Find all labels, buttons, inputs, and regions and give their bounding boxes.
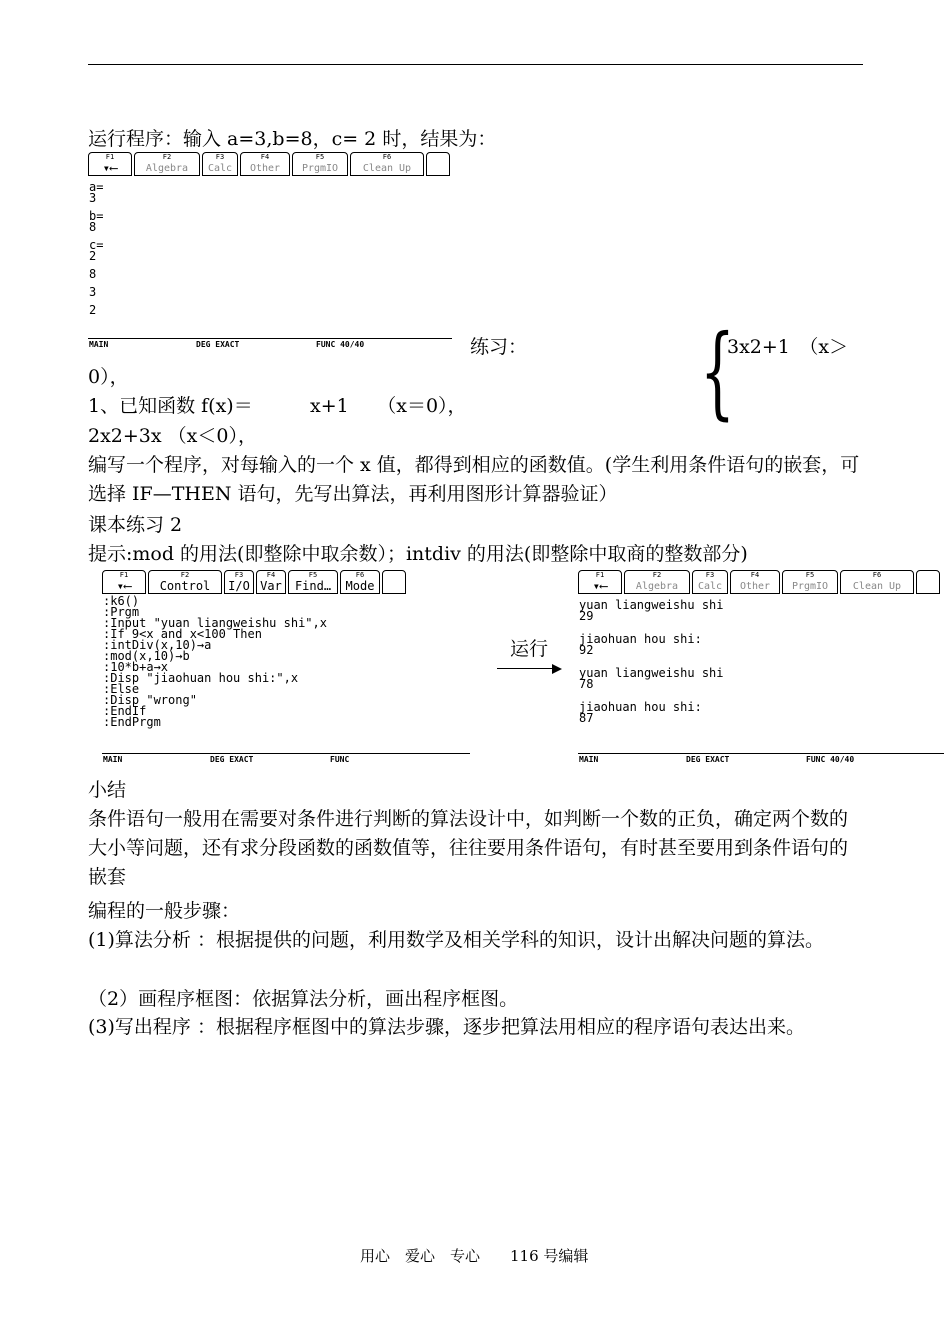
screen-line: :If 9<x and x<100 Then bbox=[103, 627, 262, 641]
step-3: (3)写出程序 ：根据程序框图中的算法步骤，逐步把算法用相应的程序语句表达出来。 bbox=[88, 1016, 805, 1038]
screen-line: 2 bbox=[89, 249, 97, 263]
status-mode: MAIN bbox=[103, 755, 123, 764]
function-key-label: F1 bbox=[595, 571, 605, 579]
calculator-screen-1 bbox=[88, 152, 452, 350]
tab-f3[interactable] bbox=[202, 152, 238, 176]
tools-icon: ▾⟵ bbox=[592, 579, 608, 593]
tab-f5[interactable] bbox=[292, 152, 348, 176]
piecewise-brace: { bbox=[700, 313, 735, 430]
tab-label: Mode bbox=[345, 579, 375, 593]
exercise-label: 练习： bbox=[470, 336, 528, 358]
screen3-output bbox=[579, 600, 724, 724]
function-key-label: F5 bbox=[308, 571, 318, 579]
screen-line: yuan liangweishu shi bbox=[579, 666, 724, 680]
tab-f5[interactable] bbox=[782, 570, 838, 594]
tab-f6[interactable] bbox=[340, 570, 380, 594]
screen-line: 2 bbox=[89, 303, 97, 317]
function-key-label: F3 bbox=[705, 571, 715, 579]
screen-line: :EndIf bbox=[103, 704, 147, 718]
function-key-label: F2 bbox=[180, 571, 190, 579]
screen-line: 3 bbox=[89, 191, 97, 205]
tools-icon: ▾⟵ bbox=[102, 161, 118, 175]
function-key-label: F2 bbox=[652, 571, 662, 579]
tab-label: Clean Up bbox=[852, 581, 902, 592]
tab-f2[interactable] bbox=[148, 570, 222, 594]
tab-f4[interactable] bbox=[240, 152, 290, 176]
tab-f3[interactable] bbox=[224, 570, 254, 594]
run-arrow-head bbox=[552, 664, 562, 674]
screen-line: b= bbox=[89, 209, 104, 223]
tab-label: Find… bbox=[294, 579, 332, 593]
screen-line: :Input "yuan liangweishu shi",x bbox=[103, 616, 327, 630]
tab-f4[interactable] bbox=[256, 570, 286, 594]
tab-blank bbox=[382, 570, 406, 594]
steps-title: 编程的一般步骤： bbox=[88, 900, 241, 922]
tab-blank bbox=[916, 570, 940, 594]
screen-line: :Prgm bbox=[103, 605, 140, 619]
tab-blank bbox=[426, 152, 450, 176]
function-key-label: F4 bbox=[266, 571, 276, 579]
tab-label: PrgmIO bbox=[301, 163, 339, 174]
tab-f3[interactable] bbox=[692, 570, 728, 594]
tab-f6[interactable] bbox=[840, 570, 914, 594]
piecewise-case-3: 2x2+3x （x＜0）， bbox=[88, 425, 257, 447]
run-label: 运行 bbox=[510, 638, 549, 660]
tab-f2[interactable] bbox=[624, 570, 690, 594]
tab-label: Algebra bbox=[145, 163, 189, 174]
screen-line: :Disp "wrong" bbox=[103, 693, 197, 707]
tab-label: PrgmIO bbox=[791, 581, 829, 592]
status-angle: DEG EXACT bbox=[210, 755, 254, 764]
status-func: FUNC 40/40 bbox=[316, 340, 365, 349]
screen-line: 3 bbox=[89, 285, 97, 299]
exercise-2: 课本练习 2 bbox=[88, 514, 183, 536]
function-key-label: F6 bbox=[355, 571, 365, 579]
summary-title: 小结 bbox=[88, 779, 127, 801]
step-2: （2）画程序框图：依据算法分析，画出程序框图。 bbox=[88, 988, 519, 1010]
function-key-label: F3 bbox=[215, 153, 225, 161]
header-rule bbox=[88, 64, 863, 65]
tab-f1[interactable] bbox=[102, 570, 146, 594]
tab-label: Algebra bbox=[635, 581, 679, 592]
status-mode: MAIN bbox=[579, 755, 599, 764]
hint-text: 提示:mod 的用法(即整除中取余数）；intdiv 的用法(即整除中取商的整数部分) bbox=[88, 543, 748, 565]
step-1: (1)算法分析 ：根据提供的问题，利用数学及相关学科的知识，设计出解决问题的算法。 bbox=[88, 929, 824, 951]
piecewise-case-1: 3x2+1 （x＞ bbox=[727, 336, 849, 358]
screen3-toolbar bbox=[578, 570, 944, 594]
status-angle: DEG EXACT bbox=[196, 340, 240, 349]
summary-text: 条件语句一般用在需要对条件进行判断的算法设计中，如判断一个数的正负，确定两个数的大小等问题，还有求分段函数的函数值等，往往要用条件语句，有时甚至要用到条件语句的嵌套 bbox=[88, 808, 849, 888]
screen2-status-bar bbox=[102, 753, 470, 764]
program-listing bbox=[103, 596, 327, 728]
screen1-status-bar bbox=[88, 338, 452, 349]
function-key-label: F4 bbox=[750, 571, 760, 579]
piecewise-case-2: x+1 （x＝0）， bbox=[310, 395, 467, 417]
screen-line: :10*b+a→x bbox=[103, 660, 169, 674]
run-arrow-line bbox=[497, 668, 553, 669]
function-key-label: F1 bbox=[119, 571, 129, 579]
tab-label: Var bbox=[260, 579, 282, 593]
screen1-toolbar bbox=[88, 152, 452, 176]
calculator-screen-3 bbox=[578, 570, 944, 768]
screen-line: 8 bbox=[89, 220, 97, 234]
screen2-toolbar bbox=[102, 570, 470, 594]
screen-line: jiaohuan hou shi: bbox=[579, 632, 702, 646]
screen-line: :k6() bbox=[103, 594, 140, 608]
status-angle: DEG EXACT bbox=[686, 755, 730, 764]
tab-label: Control bbox=[159, 579, 211, 593]
tab-f1[interactable] bbox=[88, 152, 132, 176]
function-key-label: F2 bbox=[162, 153, 172, 161]
paragraph-1: 编写一个程序，对每输入的一个 x 值，都得到相应的函数值。(学生利用条件语句的嵌套，可选择 IF—THEN 语句，先写出算法，再利用图形计算器验证） bbox=[88, 454, 860, 505]
screen-line: :Disp "jiaohuan hou shi:",x bbox=[103, 671, 299, 685]
function-key-label: F6 bbox=[872, 571, 882, 579]
page-footer: 用心 爱心 专心 116 号编辑 bbox=[360, 1247, 589, 1265]
screen3-status-bar bbox=[578, 753, 944, 764]
tab-label: Calc bbox=[697, 581, 723, 592]
tab-label: Other bbox=[249, 163, 281, 174]
tab-f4[interactable] bbox=[730, 570, 780, 594]
tab-label: Calc bbox=[207, 163, 233, 174]
screen-line: :EndPrgm bbox=[103, 715, 161, 729]
status-func: FUNC 40/40 bbox=[806, 755, 855, 764]
screen-line: 29 bbox=[579, 609, 594, 623]
tab-label: Clean Up bbox=[362, 163, 412, 174]
screen-line: 8 bbox=[89, 267, 97, 281]
tab-f5[interactable] bbox=[288, 570, 338, 594]
screen-line: c= bbox=[89, 238, 104, 252]
tools-icon: ▾⟵ bbox=[116, 579, 132, 593]
screen-line: :mod(x,10)→b bbox=[103, 649, 190, 663]
screen-line: yuan liangweishu shi bbox=[579, 598, 724, 612]
function-key-label: F5 bbox=[805, 571, 815, 579]
function-key-label: F5 bbox=[315, 153, 325, 161]
screen-line: 87 bbox=[579, 711, 594, 725]
function-key-label: F1 bbox=[105, 153, 115, 161]
problem-prefix: 1、已知函数 f(x)＝ bbox=[88, 395, 253, 417]
status-func: FUNC bbox=[330, 755, 350, 764]
tab-label: Other bbox=[739, 581, 771, 592]
tab-f2[interactable] bbox=[134, 152, 200, 176]
tab-f1[interactable] bbox=[578, 570, 622, 594]
screen-line: jiaohuan hou shi: bbox=[579, 700, 702, 714]
screen-line: 92 bbox=[579, 643, 594, 657]
status-mode: MAIN bbox=[89, 340, 109, 349]
function-key-label: F3 bbox=[234, 571, 244, 579]
tab-label: I/O bbox=[228, 579, 250, 593]
function-key-label: F6 bbox=[382, 153, 392, 161]
screen1-output bbox=[89, 182, 103, 316]
screen-line: :intDiv(x,10)→a bbox=[103, 638, 212, 652]
tab-f6[interactable] bbox=[350, 152, 424, 176]
function-key-label: F4 bbox=[260, 153, 270, 161]
intro-text: 运行程序：输入 a=3,b=8，c= 2 时，结果为： bbox=[88, 128, 497, 150]
screen-line: 78 bbox=[579, 677, 594, 691]
calculator-screen-2 bbox=[102, 570, 470, 768]
piecewise-case-1-cont: 0）， bbox=[88, 366, 129, 388]
screen-line: a= bbox=[89, 180, 104, 194]
screen-line: :Else bbox=[103, 682, 140, 696]
